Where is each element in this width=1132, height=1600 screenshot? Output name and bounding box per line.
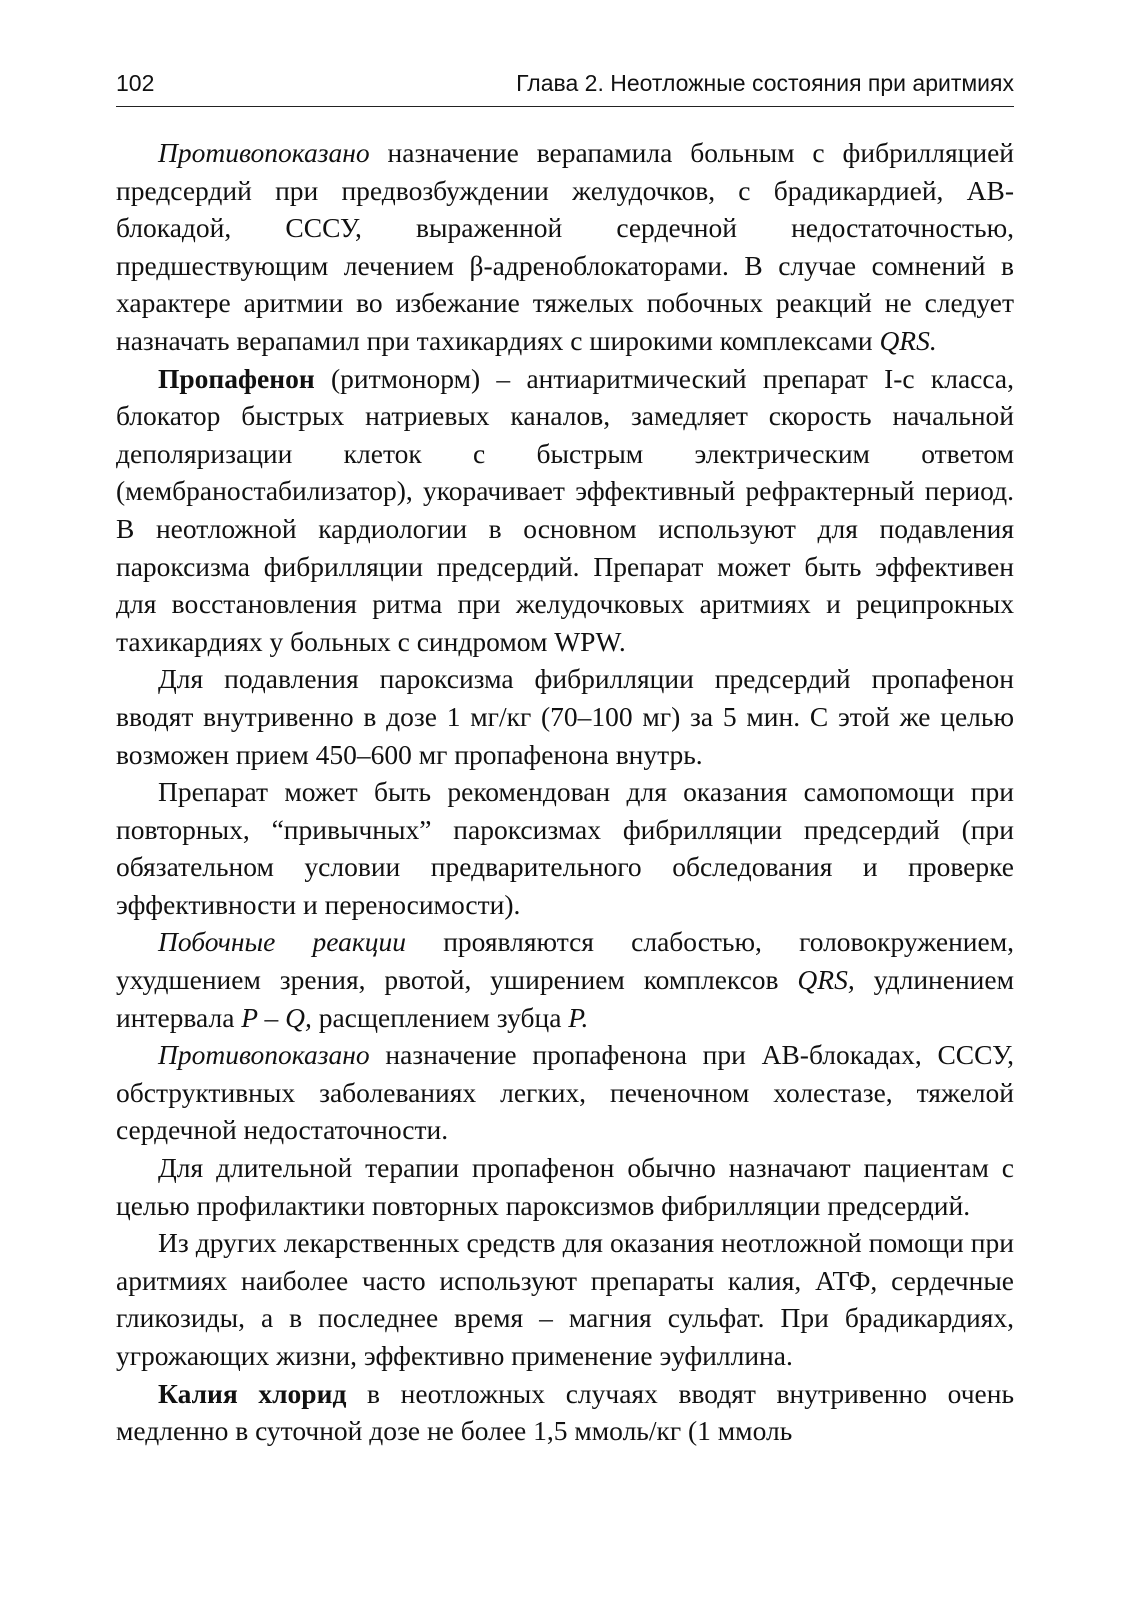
running-head: Глава 2. Неотложные состояния при аритмиях (516, 70, 1014, 96)
paragraph-long-term-therapy (116, 1149, 1014, 1224)
paragraph-text: (ритмонорм) – антиаритмический препарат I-с класса, блокатор быстрых натриевых каналов, замедляет скорость начальной деполяризации клеток с быстрым электрическим ответом (мембраностабилизатор), укорачивает эффективный рефрактерный период. В неотложной кардиологии в основном используют для подавления пароксизма фибрилляции предсердий. Препарат может быть эффективен для восстановления ритма при желудочковых аритмиях и реципрокных тахикардиях у больных с синдромом WPW. (116, 362, 1014, 657)
paragraph-text: назначение верапамила больным с фибрилляцией предсердий при предвозбуждении желудочков, с брадикардией, АВ-блокадой, СССУ, выраженной сердечной недостаточностью, предшествующим лечением β-адреноблокаторами. В случае сомнений в характере аритмии во избежание тяжелых побочных реакций не следует назначать верапамил при тахикардиях с широкими комплексами (116, 137, 1014, 356)
paragraph-text: Из других лекарственных средств для оказания неотложной помощи при аритмиях наиболее часто используют препараты калия, АТФ, сердечные гликозиды, а в последнее время – магния сульфат. При брадикардиях, угрожающих жизни, эффективно применение эуфиллина. (116, 1227, 1014, 1371)
paragraph-propafenone-dosage (116, 660, 1014, 773)
paragraph-text: расщеплением зубца (311, 1001, 569, 1033)
page-header (116, 62, 1014, 107)
emphasis-term: Побочные реакции (158, 926, 407, 958)
paragraph-other-drugs (116, 1224, 1014, 1374)
body-text (116, 134, 1014, 1450)
page-number: 102 (116, 70, 155, 96)
emphasis-term: Противопоказано (158, 1039, 370, 1071)
emphasis-term: P – Q, (241, 1001, 312, 1033)
paragraph-propafenone-contraindications (116, 1036, 1014, 1149)
emphasis-term: QRS. (879, 324, 937, 356)
paragraph-text: проявляются слабостью, головокружением, ухудшением зрения, рвотой, уширением комплексов (116, 926, 1014, 996)
paragraph-text: назначение пропафенона при АВ-блокадах, СССУ, обструктивных заболеваниях легких, печеночном холестазе, тяжелой сердечной недостаточности. (116, 1039, 1014, 1146)
emphasis-term: P. (568, 1001, 589, 1033)
paragraph-text: Для подавления пароксизма фибрилляции предсердий пропафенон вводят внутривенно в дозе 1 мг/кг (70–100 мг) за 5 мин. С этой же целью возможен прием 450–600 мг пропафенона внутрь. (116, 663, 1014, 770)
paragraph-text: в неотложных случаях вводят внутривенно очень медленно в суточной дозе не более 1,5 ммоль/кг (1 ммоль (116, 1377, 1014, 1447)
paragraph-self-help (116, 773, 1014, 923)
emphasis-term: Противопоказано (158, 137, 370, 168)
paragraph-text: Для длительной терапии пропафенон обычно назначают пациентам с целью профилактики повторных пароксизмов фибрилляции предсердий. (116, 1152, 1014, 1221)
paragraph-propafenone (116, 360, 1014, 661)
paragraph-potassium-chloride (116, 1375, 1014, 1450)
drug-name: Калия хлорид (158, 1377, 347, 1409)
paragraph-side-effects (116, 923, 1014, 1036)
paragraph-text: Препарат может быть рекомендован для оказания самопомощи при повторных, “привычных” пароксизмах фибрилляции предсердий (при обязательном условии предварительного обследования и проверке эффективности и переносимости). (116, 776, 1014, 920)
paragraph-text: удлинением интервала (116, 964, 1014, 1033)
drug-name: Пропафенон (158, 362, 315, 394)
paragraph-verapamil-contraindications (116, 134, 1014, 360)
emphasis-term: QRS, (797, 964, 855, 996)
